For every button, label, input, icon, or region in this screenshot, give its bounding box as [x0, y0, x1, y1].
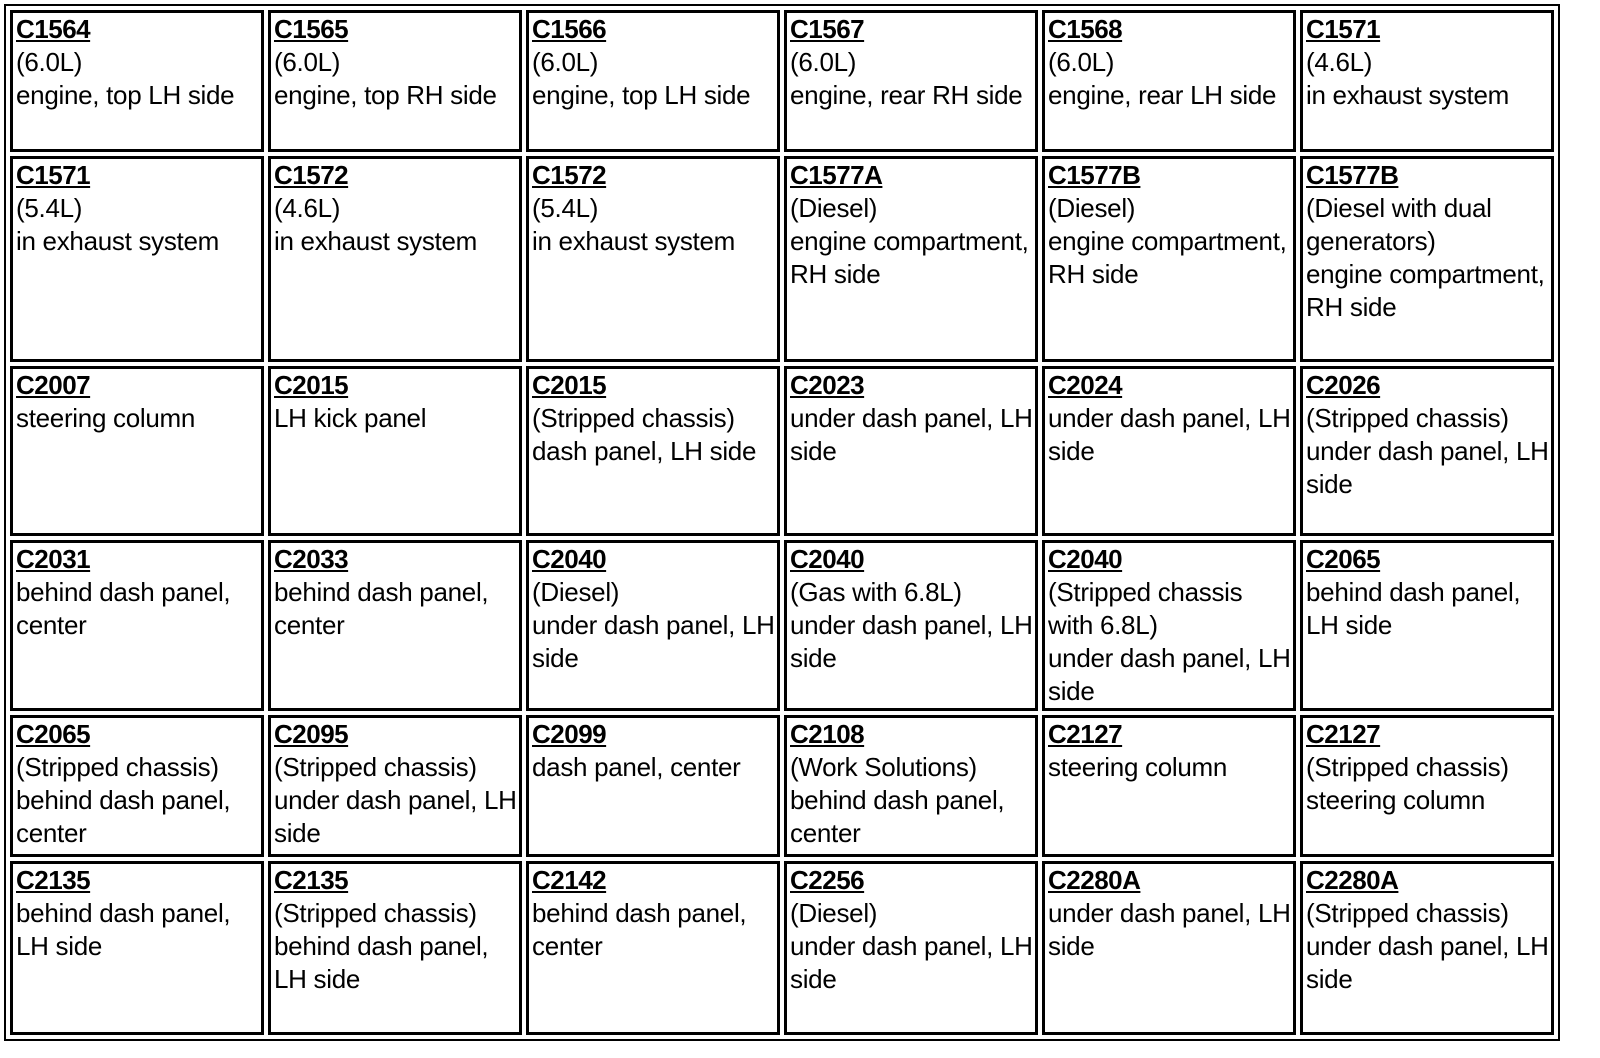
connector-location-text: behind dash panel, center	[790, 785, 1005, 848]
connector-location-text: in exhaust system	[274, 226, 477, 256]
connector-location-text: engine, top LH side	[532, 80, 751, 110]
connector-code-link[interactable]: C2065	[1306, 544, 1381, 574]
connector-code-link[interactable]: C1577A	[790, 160, 883, 190]
connector-code-link[interactable]: C2135	[274, 865, 349, 895]
connector-location-text: behind dash panel, LH side	[1306, 577, 1521, 640]
connector-code-link[interactable]: C1577B	[1048, 160, 1141, 190]
connector-location-text: (Gas with 6.8L)	[790, 577, 962, 607]
connector-cell	[526, 366, 780, 536]
connector-code-link[interactable]: C1568	[1048, 14, 1123, 44]
connector-location-text: engine, rear RH side	[790, 80, 1023, 110]
connector-cell	[268, 715, 522, 857]
connector-code-link[interactable]: C2040	[532, 544, 607, 574]
connector-cell	[784, 366, 1038, 536]
connector-code-link[interactable]: C2135	[16, 865, 91, 895]
connector-location-text: (Stripped chassis)	[532, 403, 735, 433]
connector-location-text: engine, top LH side	[16, 80, 235, 110]
connector-location-text: behind dash panel, center	[532, 898, 747, 961]
connector-code-link[interactable]: C2024	[1048, 370, 1123, 400]
connector-code-link[interactable]: C1564	[16, 14, 91, 44]
connector-cell	[1042, 861, 1296, 1035]
connector-location-text: (Stripped chassis)	[1306, 403, 1509, 433]
connector-code-link[interactable]: C2280A	[1306, 865, 1399, 895]
connector-cell	[1300, 10, 1554, 152]
connector-location-text: engine compartment, RH side	[790, 226, 1029, 289]
connector-location-text: (6.0L)	[790, 47, 857, 77]
connector-cell	[1300, 715, 1554, 857]
connector-cell	[1300, 861, 1554, 1035]
connector-location-text: under dash panel, LH side	[1048, 403, 1291, 466]
connector-code-link[interactable]: C2040	[1048, 544, 1123, 574]
connector-code-link[interactable]: C2256	[790, 865, 865, 895]
connector-location-text: (Diesel)	[790, 193, 878, 223]
connector-location-text: in exhaust system	[16, 226, 219, 256]
connector-cell	[1042, 366, 1296, 536]
connector-code-link[interactable]: C2099	[532, 719, 607, 749]
connector-location-text: under dash panel, LH side	[1048, 643, 1291, 706]
connector-cell	[268, 156, 522, 362]
connector-location-text: under dash panel, LH side	[274, 785, 517, 848]
connector-location-text: (Stripped chassis)	[274, 898, 477, 928]
connector-location-text: engine, rear LH side	[1048, 80, 1277, 110]
connector-location-text: (5.4L)	[532, 193, 599, 223]
connector-location-text: (4.6L)	[274, 193, 341, 223]
connector-location-text: (4.6L)	[1306, 47, 1373, 77]
connector-cell	[268, 10, 522, 152]
connector-code-link[interactable]: C1572	[532, 160, 607, 190]
connector-location-text: (6.0L)	[532, 47, 599, 77]
connector-code-link[interactable]: C2040	[790, 544, 865, 574]
connector-cell	[10, 540, 264, 711]
connector-location-text: under dash panel, LH side	[790, 403, 1033, 466]
connector-code-link[interactable]: C2015	[274, 370, 349, 400]
connector-cell	[784, 861, 1038, 1035]
connector-location-text: engine compartment, RH side	[1048, 226, 1287, 289]
connector-location-text: dash panel, center	[532, 752, 741, 782]
table-row	[10, 861, 1554, 1035]
connector-location-text: under dash panel, LH side	[1048, 898, 1291, 961]
connector-location-text: engine, top RH side	[274, 80, 497, 110]
connector-code-link[interactable]: C2023	[790, 370, 865, 400]
connector-location-text: behind dash panel, LH side	[274, 931, 489, 994]
connector-location-text: (Stripped chassis)	[1306, 898, 1509, 928]
connector-cell	[1300, 540, 1554, 711]
connector-code-link[interactable]: C1566	[532, 14, 607, 44]
connector-code-link[interactable]: C2033	[274, 544, 349, 574]
connector-code-link[interactable]: C1565	[274, 14, 349, 44]
table-row	[10, 366, 1554, 536]
connector-cell	[10, 366, 264, 536]
connector-code-link[interactable]: C1577B	[1306, 160, 1399, 190]
connector-location-text: in exhaust system	[532, 226, 735, 256]
connector-code-link[interactable]: C2026	[1306, 370, 1381, 400]
connector-code-link[interactable]: C2031	[16, 544, 91, 574]
connector-code-link[interactable]: C2127	[1306, 719, 1381, 749]
connector-location-text: (Stripped chassis with 6.8L)	[1048, 577, 1243, 640]
connector-location-text: in exhaust system	[1306, 80, 1509, 110]
connector-cell	[526, 715, 780, 857]
connector-location-text: (Stripped chassis)	[1306, 752, 1509, 782]
connector-cell	[784, 540, 1038, 711]
connector-code-link[interactable]: C2007	[16, 370, 91, 400]
connector-code-link[interactable]: C2280A	[1048, 865, 1141, 895]
connector-cell	[1300, 156, 1554, 362]
connector-location-text: (Diesel)	[1048, 193, 1136, 223]
table-row	[10, 540, 1554, 711]
connector-location-text: behind dash panel, center	[16, 785, 231, 848]
connector-cell	[784, 10, 1038, 152]
connector-code-link[interactable]: C1571	[16, 160, 91, 190]
connector-location-text: under dash panel, LH side	[532, 610, 775, 673]
connector-location-text: under dash panel, LH side	[1306, 931, 1549, 994]
connector-code-link[interactable]: C2015	[532, 370, 607, 400]
connector-location-text: behind dash panel, center	[274, 577, 489, 640]
connector-location-text: (6.0L)	[16, 47, 83, 77]
connector-location-text: dash panel, LH side	[532, 436, 757, 466]
connector-location-text: (Work Solutions)	[790, 752, 977, 782]
connector-code-link[interactable]: C2065	[16, 719, 91, 749]
connector-location-text: under dash panel, LH side	[1306, 436, 1549, 499]
connector-cell	[1042, 156, 1296, 362]
connector-cell	[10, 715, 264, 857]
connector-location-text: (Stripped chassis)	[16, 752, 219, 782]
connector-code-link[interactable]: C1572	[274, 160, 349, 190]
connector-location-text: steering column	[1306, 785, 1486, 815]
connector-location-text: steering column	[16, 403, 196, 433]
connector-code-link[interactable]: C2142	[532, 865, 607, 895]
connector-code-link[interactable]: C2127	[1048, 719, 1123, 749]
connector-location-table-body	[10, 10, 1554, 1035]
connector-location-text: steering column	[1048, 752, 1228, 782]
table-row	[10, 715, 1554, 857]
connector-code-link[interactable]: C2108	[790, 719, 865, 749]
connector-location-text: (5.4L)	[16, 193, 83, 223]
connector-location-text: (Diesel with dual generators)	[1306, 193, 1492, 256]
connector-location-text: behind dash panel, LH side	[16, 898, 231, 961]
connector-cell	[784, 715, 1038, 857]
connector-location-text: under dash panel, LH side	[790, 931, 1033, 994]
connector-location-text: engine compartment, RH side	[1306, 259, 1545, 322]
connector-location-text: (6.0L)	[1048, 47, 1115, 77]
connector-cell	[1042, 10, 1296, 152]
connector-cell	[1042, 715, 1296, 857]
connector-location-table	[4, 4, 1560, 1041]
connector-cell	[10, 10, 264, 152]
connector-location-text: LH kick panel	[274, 403, 427, 433]
table-row	[10, 156, 1554, 362]
connector-location-text: (Diesel)	[532, 577, 620, 607]
connector-location-text: (Stripped chassis)	[274, 752, 477, 782]
connector-cell	[784, 156, 1038, 362]
connector-code-link[interactable]: C1571	[1306, 14, 1381, 44]
connector-code-link[interactable]: C1567	[790, 14, 865, 44]
connector-cell	[10, 861, 264, 1035]
connector-cell	[1300, 366, 1554, 536]
connector-location-text: under dash panel, LH side	[790, 610, 1033, 673]
connector-cell	[1042, 540, 1296, 711]
connector-location-text: behind dash panel, center	[16, 577, 231, 640]
connector-code-link[interactable]: C2095	[274, 719, 349, 749]
connector-cell	[526, 10, 780, 152]
connector-cell	[10, 156, 264, 362]
connector-cell	[268, 861, 522, 1035]
connector-location-text: (6.0L)	[274, 47, 341, 77]
connector-cell	[268, 540, 522, 711]
connector-cell	[526, 156, 780, 362]
connector-location-text: (Diesel)	[790, 898, 878, 928]
connector-cell	[268, 366, 522, 536]
table-row	[10, 10, 1554, 152]
connector-cell	[526, 861, 780, 1035]
connector-cell	[526, 540, 780, 711]
